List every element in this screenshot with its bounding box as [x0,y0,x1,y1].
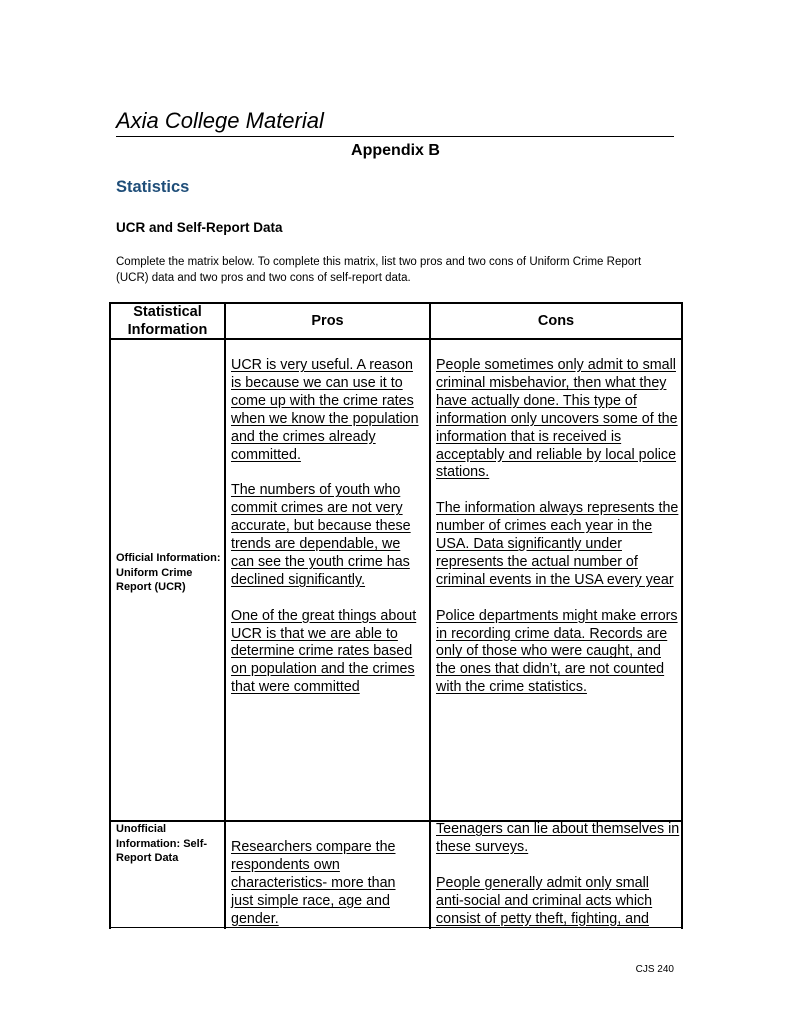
ucr-pro-item: The numbers of youth who commit crimes are not very accurate, but because these trends are dependable, we can see the youth crime has declined significantly. [231,482,411,588]
self-report-con-item: Teenagers can lie about themselves in these surveys. [436,821,680,855]
ucr-con-item: The information always represents the number of crimes each year in the USA. Data significantly under represents the actual number of criminal events in the USA every year [436,500,679,588]
instructions-text: Complete the matrix below. To complete this matrix, list two pros and two cons of Uniform Crime Report (UCR) data and two pros and two cons of self-report data. [116,256,642,284]
table-border-right [681,302,683,929]
footer-course-code: CJS 240 [635,964,674,975]
header-rule [116,136,674,137]
table-border-left [109,302,111,929]
self-report-pros-cell [231,839,421,929]
row-label-ucr: Official Information: Uniform Crime Report (UCR) [116,552,221,593]
header-statistical-information: Statistical Information [127,304,208,338]
document-header-title: Axia College Material [116,108,324,133]
row-label-self-report: Unofficial Information: Self-Report Data [116,823,208,864]
header-pros: Pros [311,313,344,329]
appendix-title [0,142,791,160]
ucr-con-item: Police departments might make errors in recording crime data. Records are only of those who were caught, and the ones that didn’t, are not counted with the crime statistics. [436,607,678,696]
ucr-cons-cell [436,357,680,697]
ucr-pro-item: UCR is very useful. A reason is because we can use it to come up with the crime rates when we know the population and the crimes already committed. [231,357,419,463]
table-col-divider-1 [224,302,226,929]
subsection-heading: UCR and Self-Report Data [116,220,283,235]
header-cons: Cons [537,313,575,329]
appendix-label: Appendix B [351,142,440,159]
section-heading: Statistics [116,178,190,196]
ucr-pros-cell [231,357,423,697]
table-col-divider-2 [429,302,431,929]
self-report-pro-item: Researchers compare the respondents own characteristics- more than just simple race, age and gender. [231,839,396,927]
self-report-cons-cell [436,821,680,928]
matrix-table [109,302,683,929]
ucr-con-item: People sometimes only admit to small criminal misbehavior, then what they have actually done. This type of information only uncovers some of the information that is received is acceptably and reliable by local police stations. [436,357,678,481]
self-report-con-item: People generally admit only small anti-social and criminal acts which consist of petty theft, fighting, and [436,874,653,927]
ucr-pro-item: One of the great things about UCR is that we are able to determine crime rates based on population and the crimes that were committed [231,607,417,696]
